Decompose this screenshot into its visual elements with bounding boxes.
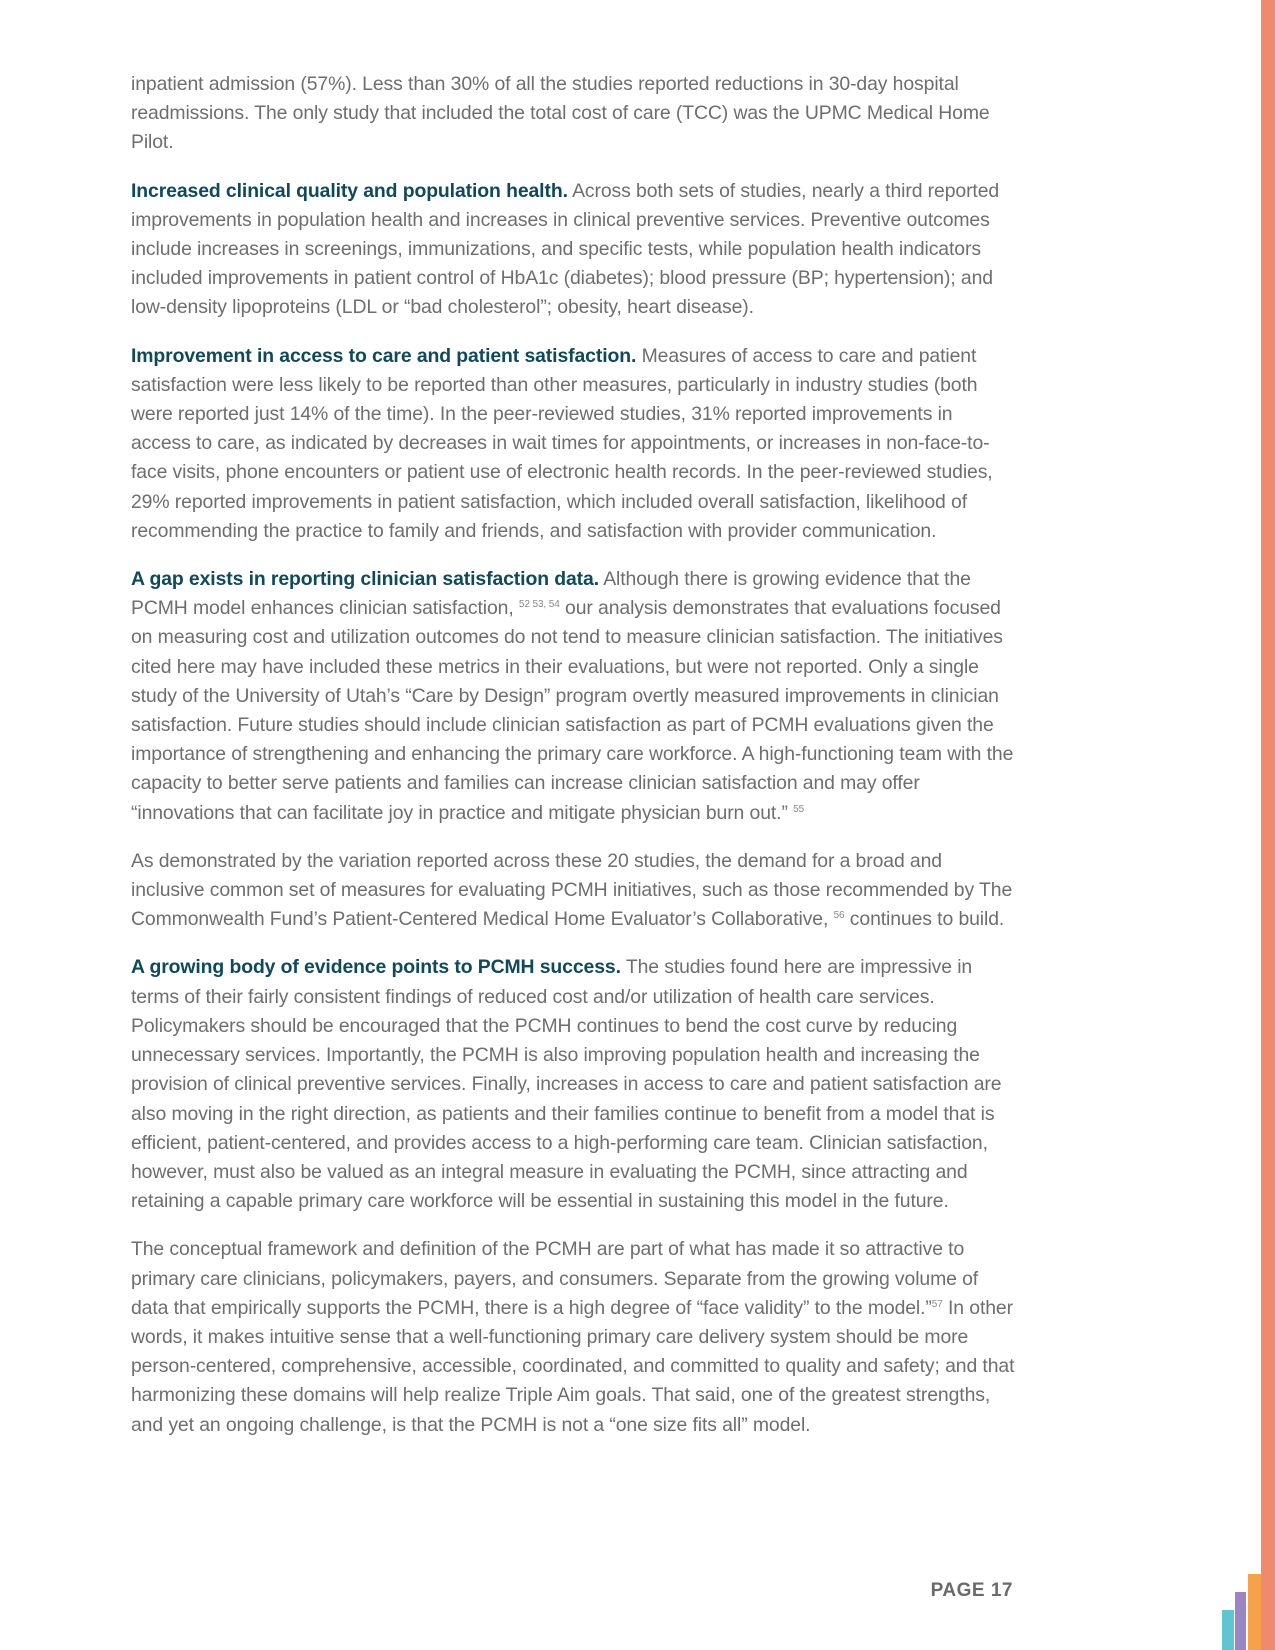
accent-bar-orange xyxy=(1248,1574,1261,1650)
paragraph-text: continues to build. xyxy=(844,908,1005,931)
paragraph xyxy=(131,847,1015,935)
right-edge-color-bar xyxy=(1261,0,1275,1650)
paragraph xyxy=(131,1235,1015,1439)
paragraph-text: Although there is growing evidence that the PCMH model enhances clinician satisfaction, xyxy=(131,568,971,620)
footnote-reference: 52 53, 54 xyxy=(518,599,560,611)
footnote-reference: 55 xyxy=(793,803,805,815)
paragraph-lead-heading: Improvement in access to care and patient satisfaction. xyxy=(131,344,637,367)
paragraph-lead-heading: A growing body of evidence points to PCMH success. xyxy=(131,956,621,979)
paragraph xyxy=(131,177,1015,323)
paragraph-text: Across both sets of studies, nearly a third reported improvements in population health and increases in clinical preventive services. Preventive outcomes include increases in screenings, immunizations, and specific tests, while population health indicators included improvements in patient control of HbA1c (diabetes); blood pressure (BP; hypertension); and low-density lipoproteins (LDL or “bad cholesterol”; obesity, heart disease). xyxy=(131,179,1000,319)
footnote-reference: 57 xyxy=(931,1298,943,1310)
paragraph-text: our analysis demonstrates that evaluations focused on measuring cost and utilization outcomes do not tend to measure clinician satisfaction. The initiatives cited here may have included these metrics in their evaluations, but were not reported. Only a single study of the University of Utah’s “Care by Design” program overtly measured improvements in clinician satisfaction. Future studies should include clinician satisfaction as part of PCMH evaluations given the importance of strengthening and enhancing the primary care workforce. A high-functioning team with the capacity to better serve patients and families can increase clinician satisfaction and may offer “innovations that can facilitate joy in practice and mitigate physician burn out.” xyxy=(131,597,1014,824)
paragraph-text: As demonstrated by the variation reported across these 20 studies, the demand for a broad and inclusive common set of measures for evaluating PCMH initiatives, such as those recommended by The Commonwealth Fund’s Patient-Centered Medical Home Evaluator’s Collaborative, xyxy=(131,849,1013,931)
accent-bar-teal xyxy=(1222,1610,1234,1650)
accent-bar-purple xyxy=(1235,1592,1246,1650)
paragraph-lead-heading: A gap exists in reporting clinician satisfaction data. xyxy=(131,568,599,591)
paragraph-text: The studies found here are impressive in terms of their fairly consistent findings of reduced cost and/or utilization of health care services. Policymakers should be encouraged that the PCMH continues to bend the cost curve by reducing unnecessary services. Importantly, the PCMH is also improving population health and increasing the provision of clinical preventive services. Finally, increases in access to care and patient satisfaction are also moving in the right direction, as patients and their families continue to benefit from a model that is efficient, patient-centered, and provides access to a high-performing care team. Clinician satisfaction, however, must also be valued as an integral measure in evaluating the PCMH, since attracting and retaining a capable primary care workforce will be essential in sustaining this model in the future. xyxy=(131,956,1002,1213)
paragraph-text: inpatient admission (57%). Less than 30% of all the studies reported reductions in 30-day hospital readmissions. The only study that included the total cost of care (TCC) was the UPMC Medical Home Pilot. xyxy=(131,73,990,154)
paragraph-text: Measures of access to care and patient satisfaction were less likely to be reported than other measures, particularly in industry studies (both were reported just 14% of the time). In the peer-reviewed studies, 31% reported improvements in access to care, as indicated by decreases in wait times for appointments, or increases in non-face-to-face visits, phone encounters or patient use of electronic health records. In the peer-reviewed studies, 29% reported improvements in patient satisfaction, which included overall satisfaction, likelihood of recommending the practice to family and friends, and satisfaction with provider communication. xyxy=(131,344,993,542)
page-number: PAGE 17 xyxy=(930,1580,1013,1601)
paragraph xyxy=(131,565,1015,828)
paragraph xyxy=(131,953,1015,1216)
footnote-reference: 56 xyxy=(833,910,845,922)
paragraph xyxy=(131,342,1015,546)
body-text-column xyxy=(131,70,1015,1459)
paragraph-lead-heading: Increased clinical quality and population health. xyxy=(131,179,568,202)
paragraph-text: In other words, it makes intuitive sense that a well-functioning primary care delivery system should be more person-centered, comprehensive, accessible, coordinated, and committed to quality and safety; and that harmonizing these domains will help realize Triple Aim goals. That said, one of the greatest strengths, and yet an ongoing challenge, is that the PCMH is not a “one size fits all” model. xyxy=(131,1296,1015,1436)
paragraph xyxy=(131,70,1015,158)
paragraph-text: The conceptual framework and definition of the PCMH are part of what has made it so attractive to primary care clinicians, policymakers, payers, and consumers. Separate from the growing volume of data that empirically supports the PCMH, there is a high degree of “face validity” to the model.” xyxy=(131,1238,979,1319)
